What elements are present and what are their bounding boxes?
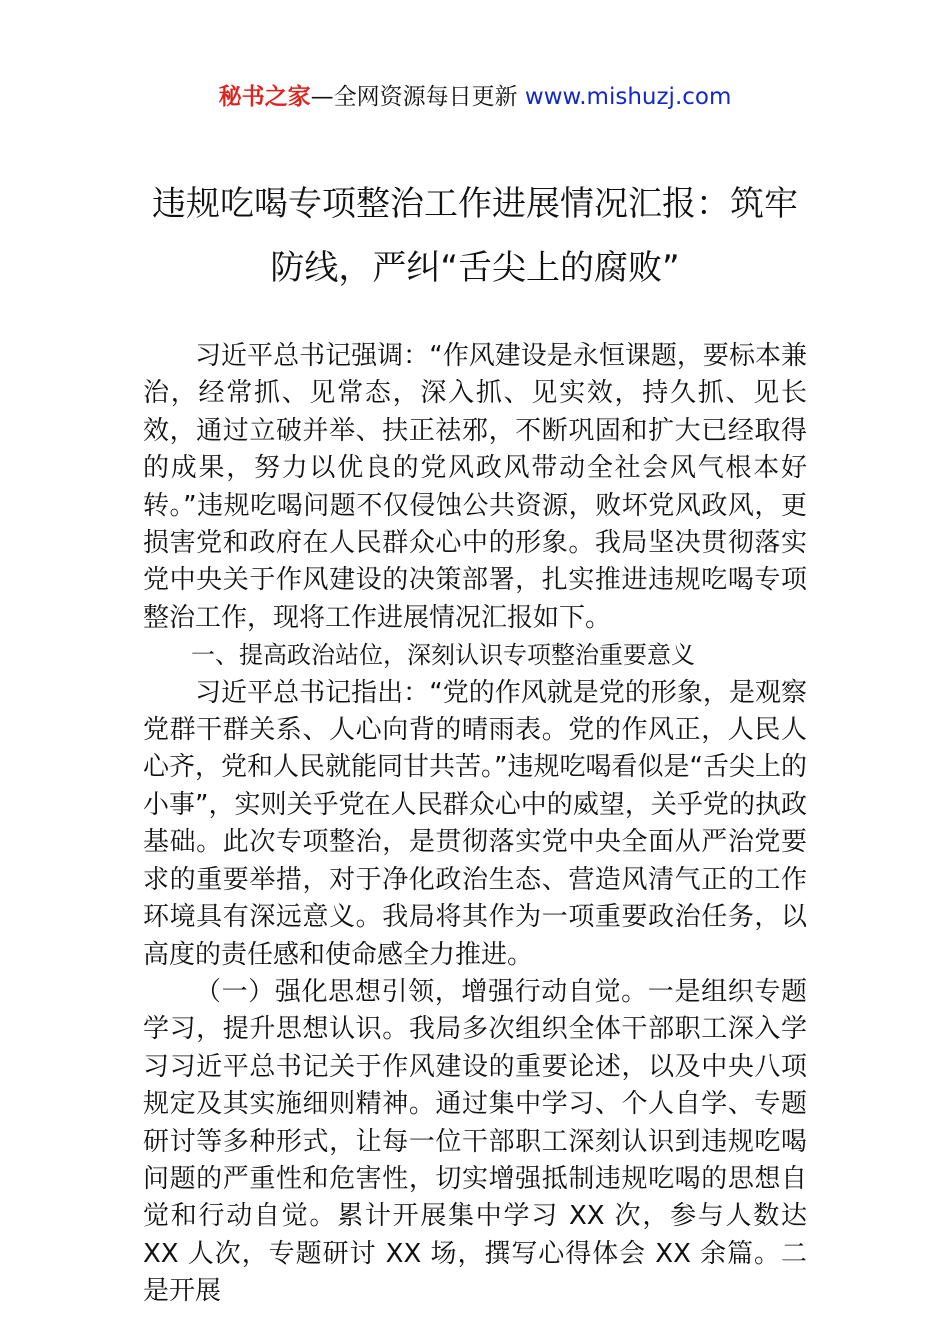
document-body (143, 338, 807, 1311)
brand-name: 秘书之家 (218, 84, 311, 110)
site-header (0, 80, 950, 114)
intro-paragraph: 习近平总书记强调：“作风建设是永恒课题，要标本兼治，经常抓、见常态，深入抓、见实效，持久抓、见长效，通过立破并举、扶正祛邪，不断巩固和扩大已经取得的成果，努力以优良的党风政风带动全社会风气根本好转。”违规吃喝问题不仅侵蚀公共资源，败坏党风政风，更损害党和政府在人民群众心中的形象。我局坚决贯彻落实党中央关于作风建设的决策部署，扎实推进违规吃喝专项整治工作，现将工作进展情况汇报如下。 (143, 341, 807, 633)
header-tagline: —全网资源每日更新 (310, 84, 525, 110)
site-url-link[interactable]: www.mishuzj.com (524, 84, 732, 110)
section-heading: 一、提高政治站位，深刻认识专项整治重要意义 (191, 641, 695, 670)
document-title: 违规吃喝专项整治工作进展情况汇报：筑牢防线，严纠“舌尖上的腐败” (152, 184, 798, 288)
section-paragraph: 习近平总书记指出：“党的作风就是党的形象，是观察党群干群关系、人心向背的晴雨表。党的作风正，人民人心齐，党和人民就能同甘共苦。”违规吃喝看似是“舌尖上的小事”，实则关乎党在人民群众心中的威望，关乎党的执政基础。此次专项整治，是贯彻落实党中央全面从严治党要求的重要举措，对于净化政治生态、营造风清气正的工作环境具有深远意义。我局将其作为一项重要政治任务，以高度的责任感和使命感全力推进。 (143, 677, 807, 970)
subsection-paragraph: （一）强化思想引领，增强行动自觉。一是组织专题学习，提升思想认识。我局多次组织全体干部职工深入学习习近平总书记关于作风建设的重要论述，以及中央八项规定及其实施细则精神。通过集中学习、个人自学、专题研讨等多种形式，让每一位干部职工深刻认识到违规吃喝问题的严重性和危害性，切实增强抵制违规吃喝的思想自觉和行动自觉。累计开展集中学习 XX 次，参与人数达 XX 人次，专题研讨 XX 场，撰写心得体会 XX 余篇。二是开展 (143, 976, 807, 1307)
